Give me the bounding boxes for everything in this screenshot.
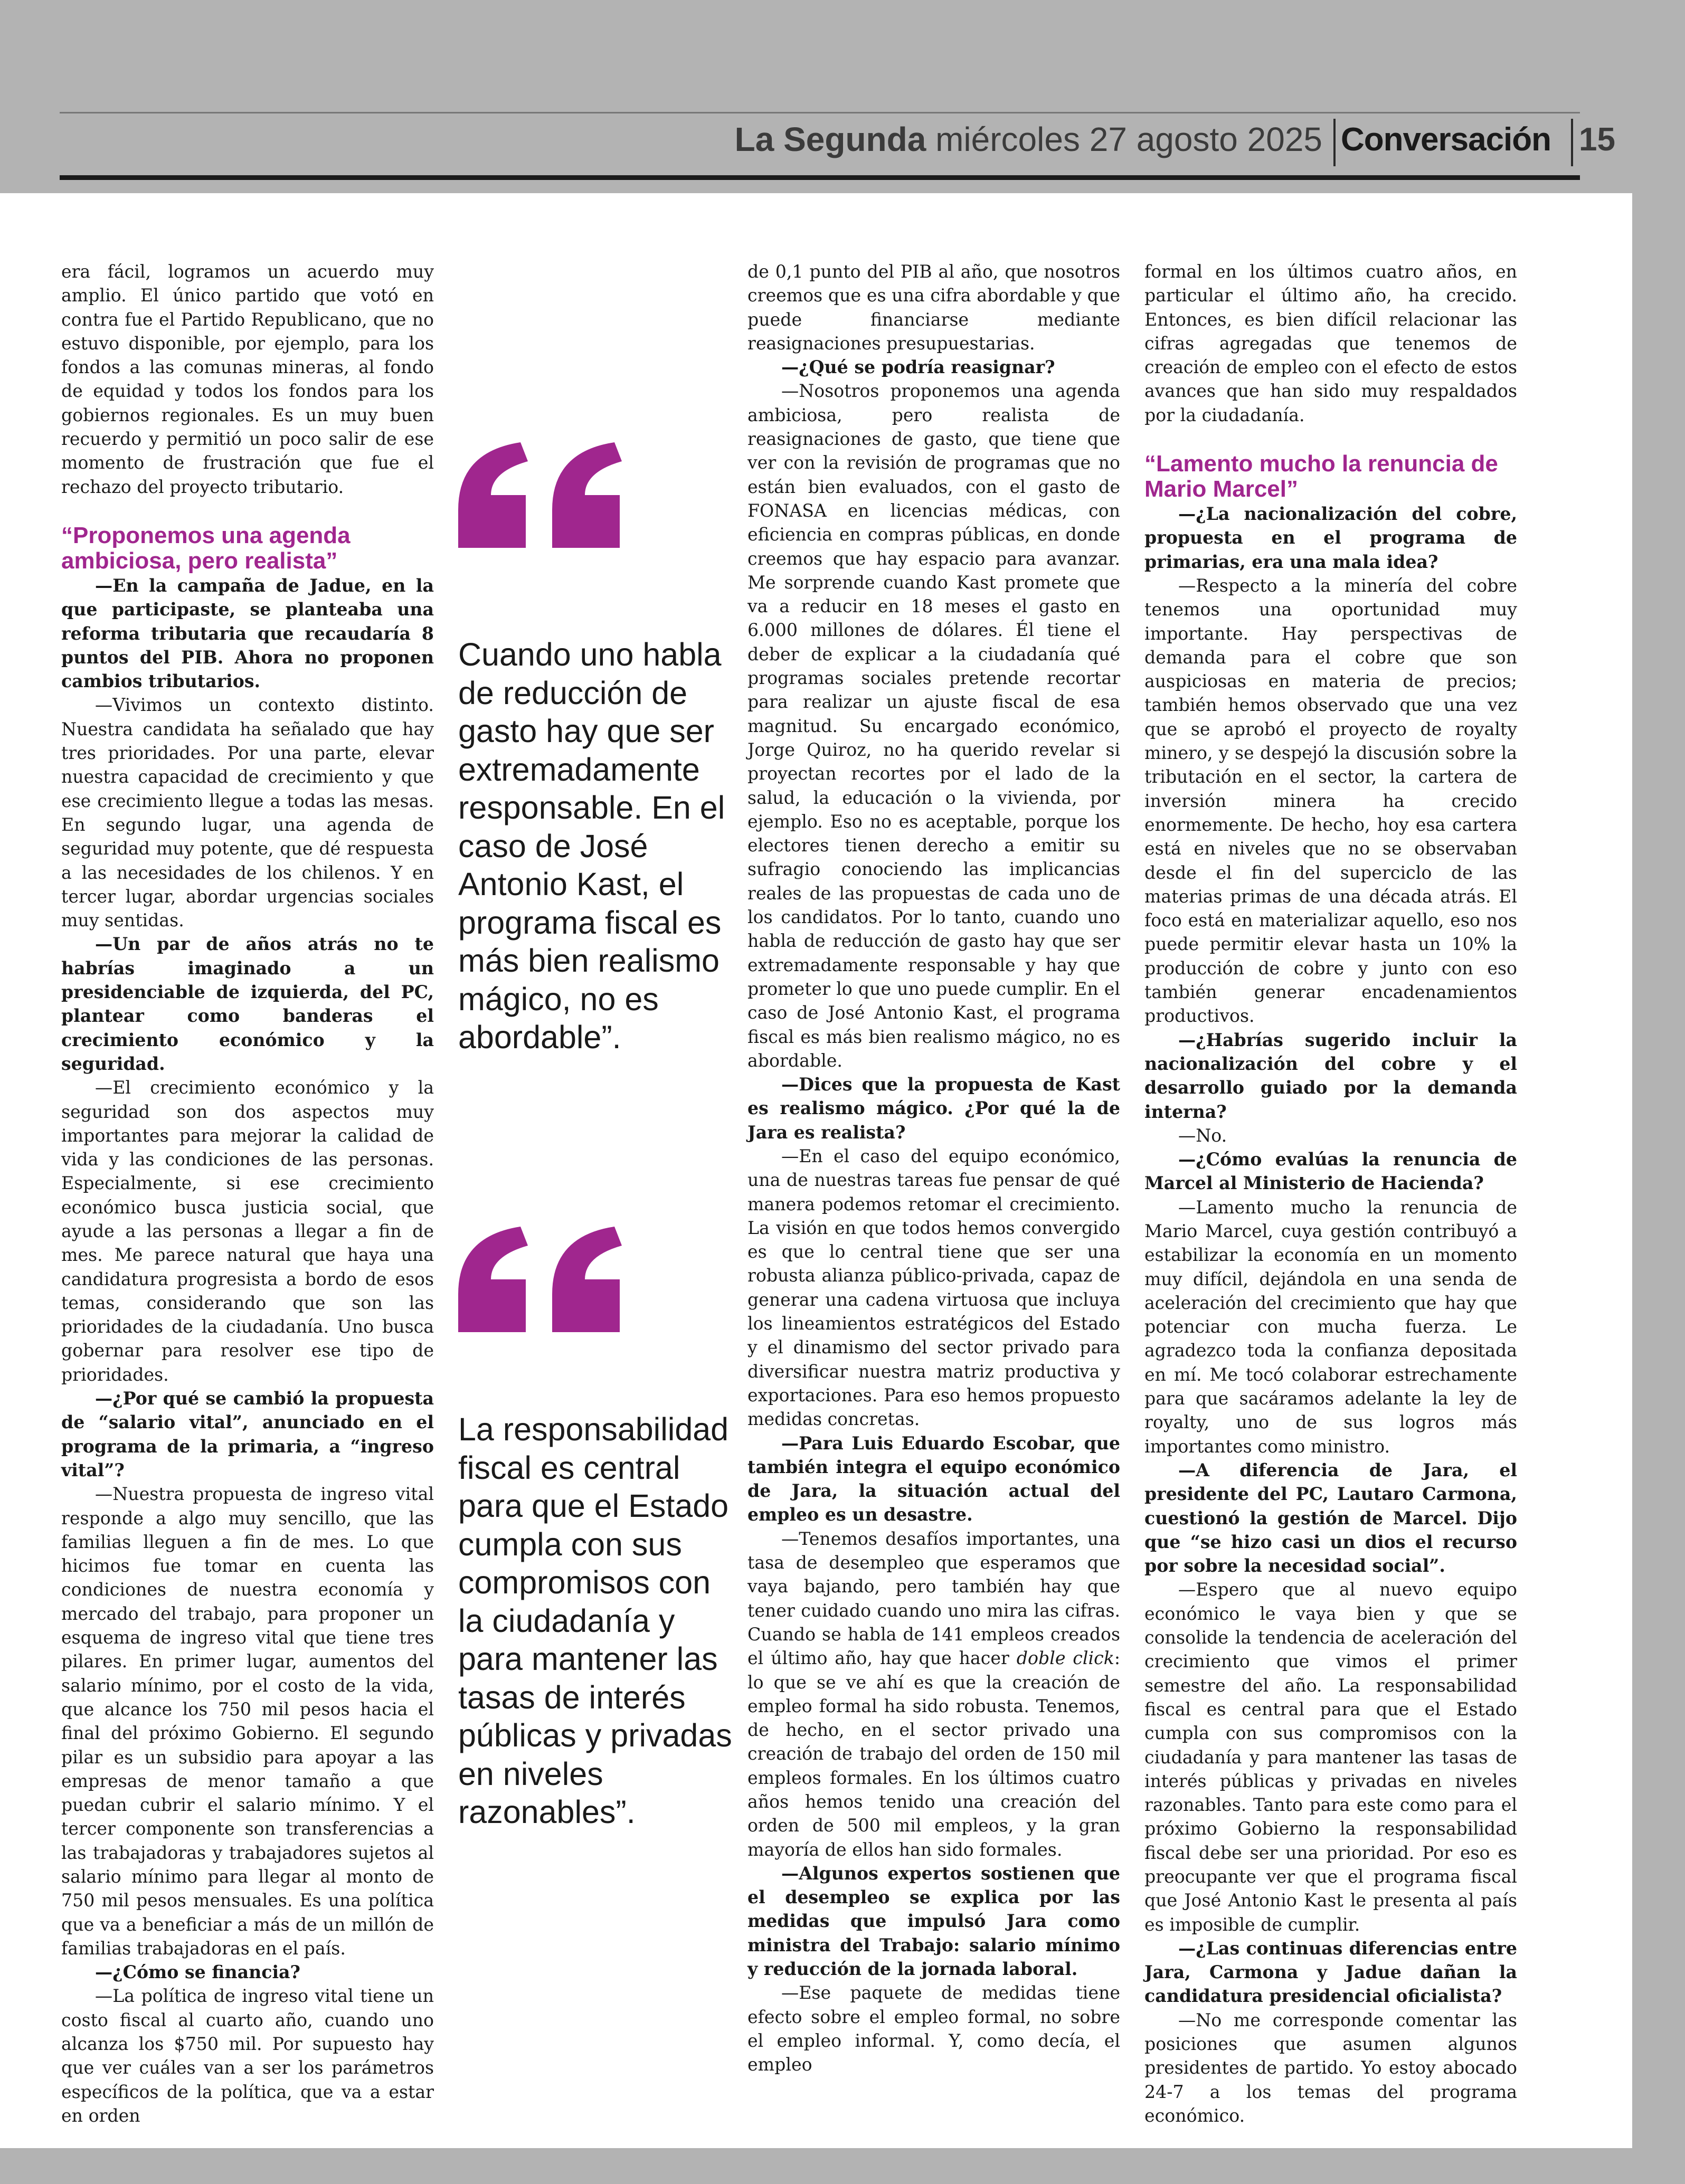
page-header [60,113,1615,177]
masthead [735,120,1322,159]
quote-mark-icon [458,442,632,548]
answer-paragraph: —No. [1178,1125,1227,1146]
continued-paragraph: formal en los últimos cuatro años, en particular el último año, ha crecido. Entonces, es bien difícil relacionar las cifras agregadas que tenemos de creación de empleo con el efecto de estos avances que han sido muy respaldados por la ciudadanía. [1144,261,1517,425]
article-column-3 [1144,260,1517,2128]
interview-question: —¿La nacionalización del cobre, propuesta en el programa de primarias, era una mala idea? [1144,504,1517,572]
italic-term: doble click [1016,1648,1114,1669]
answer-paragraph: —Respecto a la minería del cobre tenemos una oportunidad muy importante. Hay perspectivas de demanda para el cobre que son auspiciosas en materia de precios; también hemos observado que una vez que se aprobó el proyecto de royalty minero, y se despejó la discusión sobre la tributación en el sector, la cartera de inversión minera ha crecido enormemente. De hecho, hoy esa cartera está en niveles que no se observaban desde el fin del superciclo de las materias primas de una década atrás. El foco está en materializar aquello, eso nos puede permitir elevar hasta un 10% la producción de cobre y junto con eso también generar encadenamientos productivos. [1144,575,1517,1027]
header-divider [1571,119,1573,166]
pull-quote-text: La responsabilidad fiscal es central para que el Estado cumpla con sus compromisos con la ciudadanía y para mantener las tasas de interés públicas y privadas en niveles razonables”. [458,1411,732,1830]
header-divider [1333,119,1336,166]
interview-question: —Para Luis Eduardo Escobar, que también integra el equipo económico de Jara, la situación actual del empleo es un desastre. [747,1432,1120,1525]
answer-paragraph: —En el caso del equipo económico, una de nuestras tareas fue pensar de qué manera podemos retomar el crecimiento. La visión en que todos hemos convergido es que lo central tiene que ser una robusta alianza público-privada, capaz de generar una cadena virtuosa que incluya los lineamientos estratégicos del Estado y el dinamismo del sector privado para diversificar nuestra matriz productiva y exportaciones. Para eso hemos propuesto medidas concretas. [747,1145,1120,1430]
answer-paragraph: —Ese paquete de medidas tiene efecto sobre el empleo formal, no sobre el empleo informal. Y, como decía, el empleo [747,1982,1120,2075]
answer-paragraph: —No me corresponde comentar las posiciones que asumen algunos presidentes de partido. Yo estoy abocado 24-7 a los temas del programa económico. [1144,2009,1517,2126]
interview-question: —¿Las continuas diferencias entre Jara, Carmona y Jadue dañan la candidatura presidencial oficialista? [1144,1938,1517,2007]
answer-paragraph: —La política de ingreso vital tiene un costo fiscal al cuarto año, cuando uno alcanza los $750 mil. Por supuesto hay que ver cuáles van a ser los parámetros específicos de la política, que va a estar en orden [61,1986,434,2126]
article-column-2 [747,260,1120,2077]
interview-question: —Un par de años atrás no te habrías imaginado a un presidenciable de izquierda, del PC, plantear como banderas el crecimiento económico y la seguridad. [61,934,434,1074]
continued-paragraph: era fácil, logramos un acuerdo muy amplio. El único partido que votó en contra fue el Partido Republicano, que no estuvo disponible, por ejemplo, para los fondos a las comunas mineras, al fondo de equidad y todos los fondos para los gobiernos regionales. Es un muy buen recuerdo y permitió un poco salir de ese momento de frustración que fue el rechazo del proyecto tributario. [61,261,434,497]
brand-name: La Segunda [734,120,926,158]
interview-question: —¿Cómo evalúas la renuncia de Marcel al Ministerio de Hacienda? [1144,1149,1517,1194]
section-heading: “Lamento mucho la renuncia de Mario Marcel” [1144,451,1498,502]
issue-date: miércoles 27 agosto 2025 [935,120,1322,158]
interview-question: —¿Qué se podría reasignar? [781,357,1055,378]
pull-quote [458,442,733,1057]
page-number: 15 [1579,121,1615,158]
interview-question: —Algunos expertos sostienen que el desempleo se explica por las medidas que impulsó Jara como ministra del Trabajo: salario mínimo y reducción de la jornada laboral. [747,1863,1120,1980]
answer-paragraph: —Lamento mucho la renuncia de Mario Marcel, cuya gestión contribuyó a estabilizar la economía en un momento muy difícil, dejándola en una senda de aceleración del crecimiento que hay que potenciar con mucha fuerza. Le agradezco toda la confianza depositada en mí. Me tocó colaborar estrechamente para que sacáramos adelante la ley de royalty, uno de sus logros más importantes como ministro. [1144,1197,1517,1457]
answer-paragraph: —Espero que al nuevo equipo económico le vaya bien y que se consolide la tendencia de aceleración del crecimiento que vimos el primer semestre del año. La responsabilidad fiscal es central para que el Estado cumpla con sus compromisos con la ciudadanía y para mantener las tasas de interés públicas y privadas en niveles razonables. Tanto para este como para el próximo Gobierno la responsabilidad fiscal debe ser una prioridad. Por eso es preocupante ver que el programa fiscal que José Antonio Kast le presenta al país es imposible de cumplir. [1144,1579,1517,1935]
interview-question: —¿Habrías sugerido incluir la nacionalización del cobre y el desarrollo guiado por la demanda interna? [1144,1029,1517,1122]
interview-question: —A diferencia de Jara, el presidente del PC, Lautaro Carmona, cuestionó la gestión de Marcel. Dijo que “se hizo casi un dios el recurso por sobre la necesidad social”. [1144,1459,1517,1577]
answer-paragraph [747,1527,1120,1862]
paragraph-text: —Tenemos desafíos importantes, una tasa de desempleo que esperamos que vaya bajando, pero también hay que tener cuidado cuando uno mira las cifras. Cuando se habla de 141 empleos creados el último año, hay que hacer [747,1528,1120,1669]
quote-mark-icon [458,1227,632,1332]
interview-question: —¿Cómo se financia? [95,1962,300,1983]
paragraph-text: : lo que se ve ahí es que la creación de empleo formal ha sido robusta. Tenemos, de hecho, en el sector privado una creación de trabajo del orden de 150 mil empleos formales. En los últimos cuatro años hemos tenido una creación del orden de 500 mil empleos, y la gran mayoría de ellos han sido formales. [747,1648,1120,1860]
article-column-1 [61,260,434,2128]
interview-question: —¿Por qué se cambió la propuesta de “salario vital”, anunciado en el programa de la primaria, a “ingreso vital”? [61,1388,434,1480]
answer-paragraph: —Nuestra propuesta de ingreso vital responde a algo muy sencillo, que las familias lleguen a fin de mes. Lo que hicimos fue tomar en cuenta las condiciones de nuestra economía y mercado del trabajo, para proponer un esquema de ingreso vital que tiene tres pilares. En primer lugar, aumentos del salario mínimo, por el costo de la vida, que alcance los 750 mil pesos hacia el final del próximo Gobierno. El segundo pilar es un subsidio para apoyar a las empresas de menor tamaño a que puedan cubrir el salario mínimo. Y el tercer componente son transferencias a las trabajadoras y trabajadores sujetos al salario mínimo para llegar al monto de 750 mil pesos mensuales. Es una política que va a beneficiar a más de un millón de familias trabajadoras en el país. [61,1484,434,1959]
interview-question: —Dices que la propuesta de Kast es realismo mágico. ¿Por qué la de Jara es realista? [747,1074,1120,1143]
pull-quote-text: Cuando uno habla de reducción de gasto hay que ser extremadamente responsable. En el caso de José Antonio Kast, el programa fiscal es más bien realismo mágico, no es abordable”. [458,637,725,1055]
section-name: Conversación [1341,121,1551,158]
answer-paragraph: —Nosotros proponemos una agenda ambiciosa, pero realista de reasignaciones de gasto, que tiene que ver con la revisión de programas que no están bien evaluados, con el gasto de FONASA en licencias médicas, con eficiencia en compras públicas, en donde creemos que hay espacio para avanzar. Me sorprende cuando Kast promete que va a reducir en 18 meses el gasto en 6.000 millones de dólares. Él tiene el deber de explicar a la ciudadanía qué programas sociales pretende recortar para realizar un ajuste fiscal de esa magnitud. Su encargado económico, Jorge Quiroz, no ha querido revelar si proyectan recortes por el lado de la salud, la educación o la vivienda, por ejemplo. Eso no es aceptable, porque los electores tienen derecho a emitir su sufragio conociendo las implicancias reales de las propuestas de cada uno de los candidatos. Por lo tanto, cuando uno habla de reducción de gasto hay que ser extremadamente responsable y hay que prometer lo que uno puede cumplir. En el caso de José Antonio Kast, el programa fiscal es más bien realismo mágico, no es abordable. [747,381,1120,1071]
header-bottom-rule [60,175,1580,180]
answer-paragraph: —El crecimiento económico y la seguridad son dos aspectos muy importantes para mejorar la calidad de vida y las condiciones de las personas. Especialmente, si ese crecimiento económico busca justicia social, que ayude a las personas a llegar a fin de mes. Me parece natural que haya una candidatura progresista a bordo de esos temas, considerando que son las prioridades de la ciudadanía. Uno busca gobernar para resolver ese tipo de prioridades. [61,1077,434,1385]
continued-paragraph: de 0,1 punto del PIB al año, que nosotros creemos que es una cifra abordable y que puede financiarse mediante reasignaciones presupuestarias. [747,261,1120,354]
answer-paragraph: —Vivimos un contexto distinto. Nuestra candidata ha señalado que hay tres prioridades. Por una parte, elevar nuestra capacidad de crecimiento y que ese crecimiento llegue a todas las mesas. En segundo lugar, una agenda de seguridad muy potente, que dé respuesta a las necesidades de los chilenos. Y en tercer lugar, abordar urgencias sociales muy sentidas. [61,695,434,931]
pull-quote [458,1227,733,1831]
interview-question: —En la campaña de Jadue, en la que participaste, se planteaba una reforma tributaria que recaudaría 8 puntos del PIB. Ahora no proponen cambios tributarios. [61,575,434,692]
section-heading: “Proponemos una agenda ambiciosa, pero realista” [61,522,351,574]
